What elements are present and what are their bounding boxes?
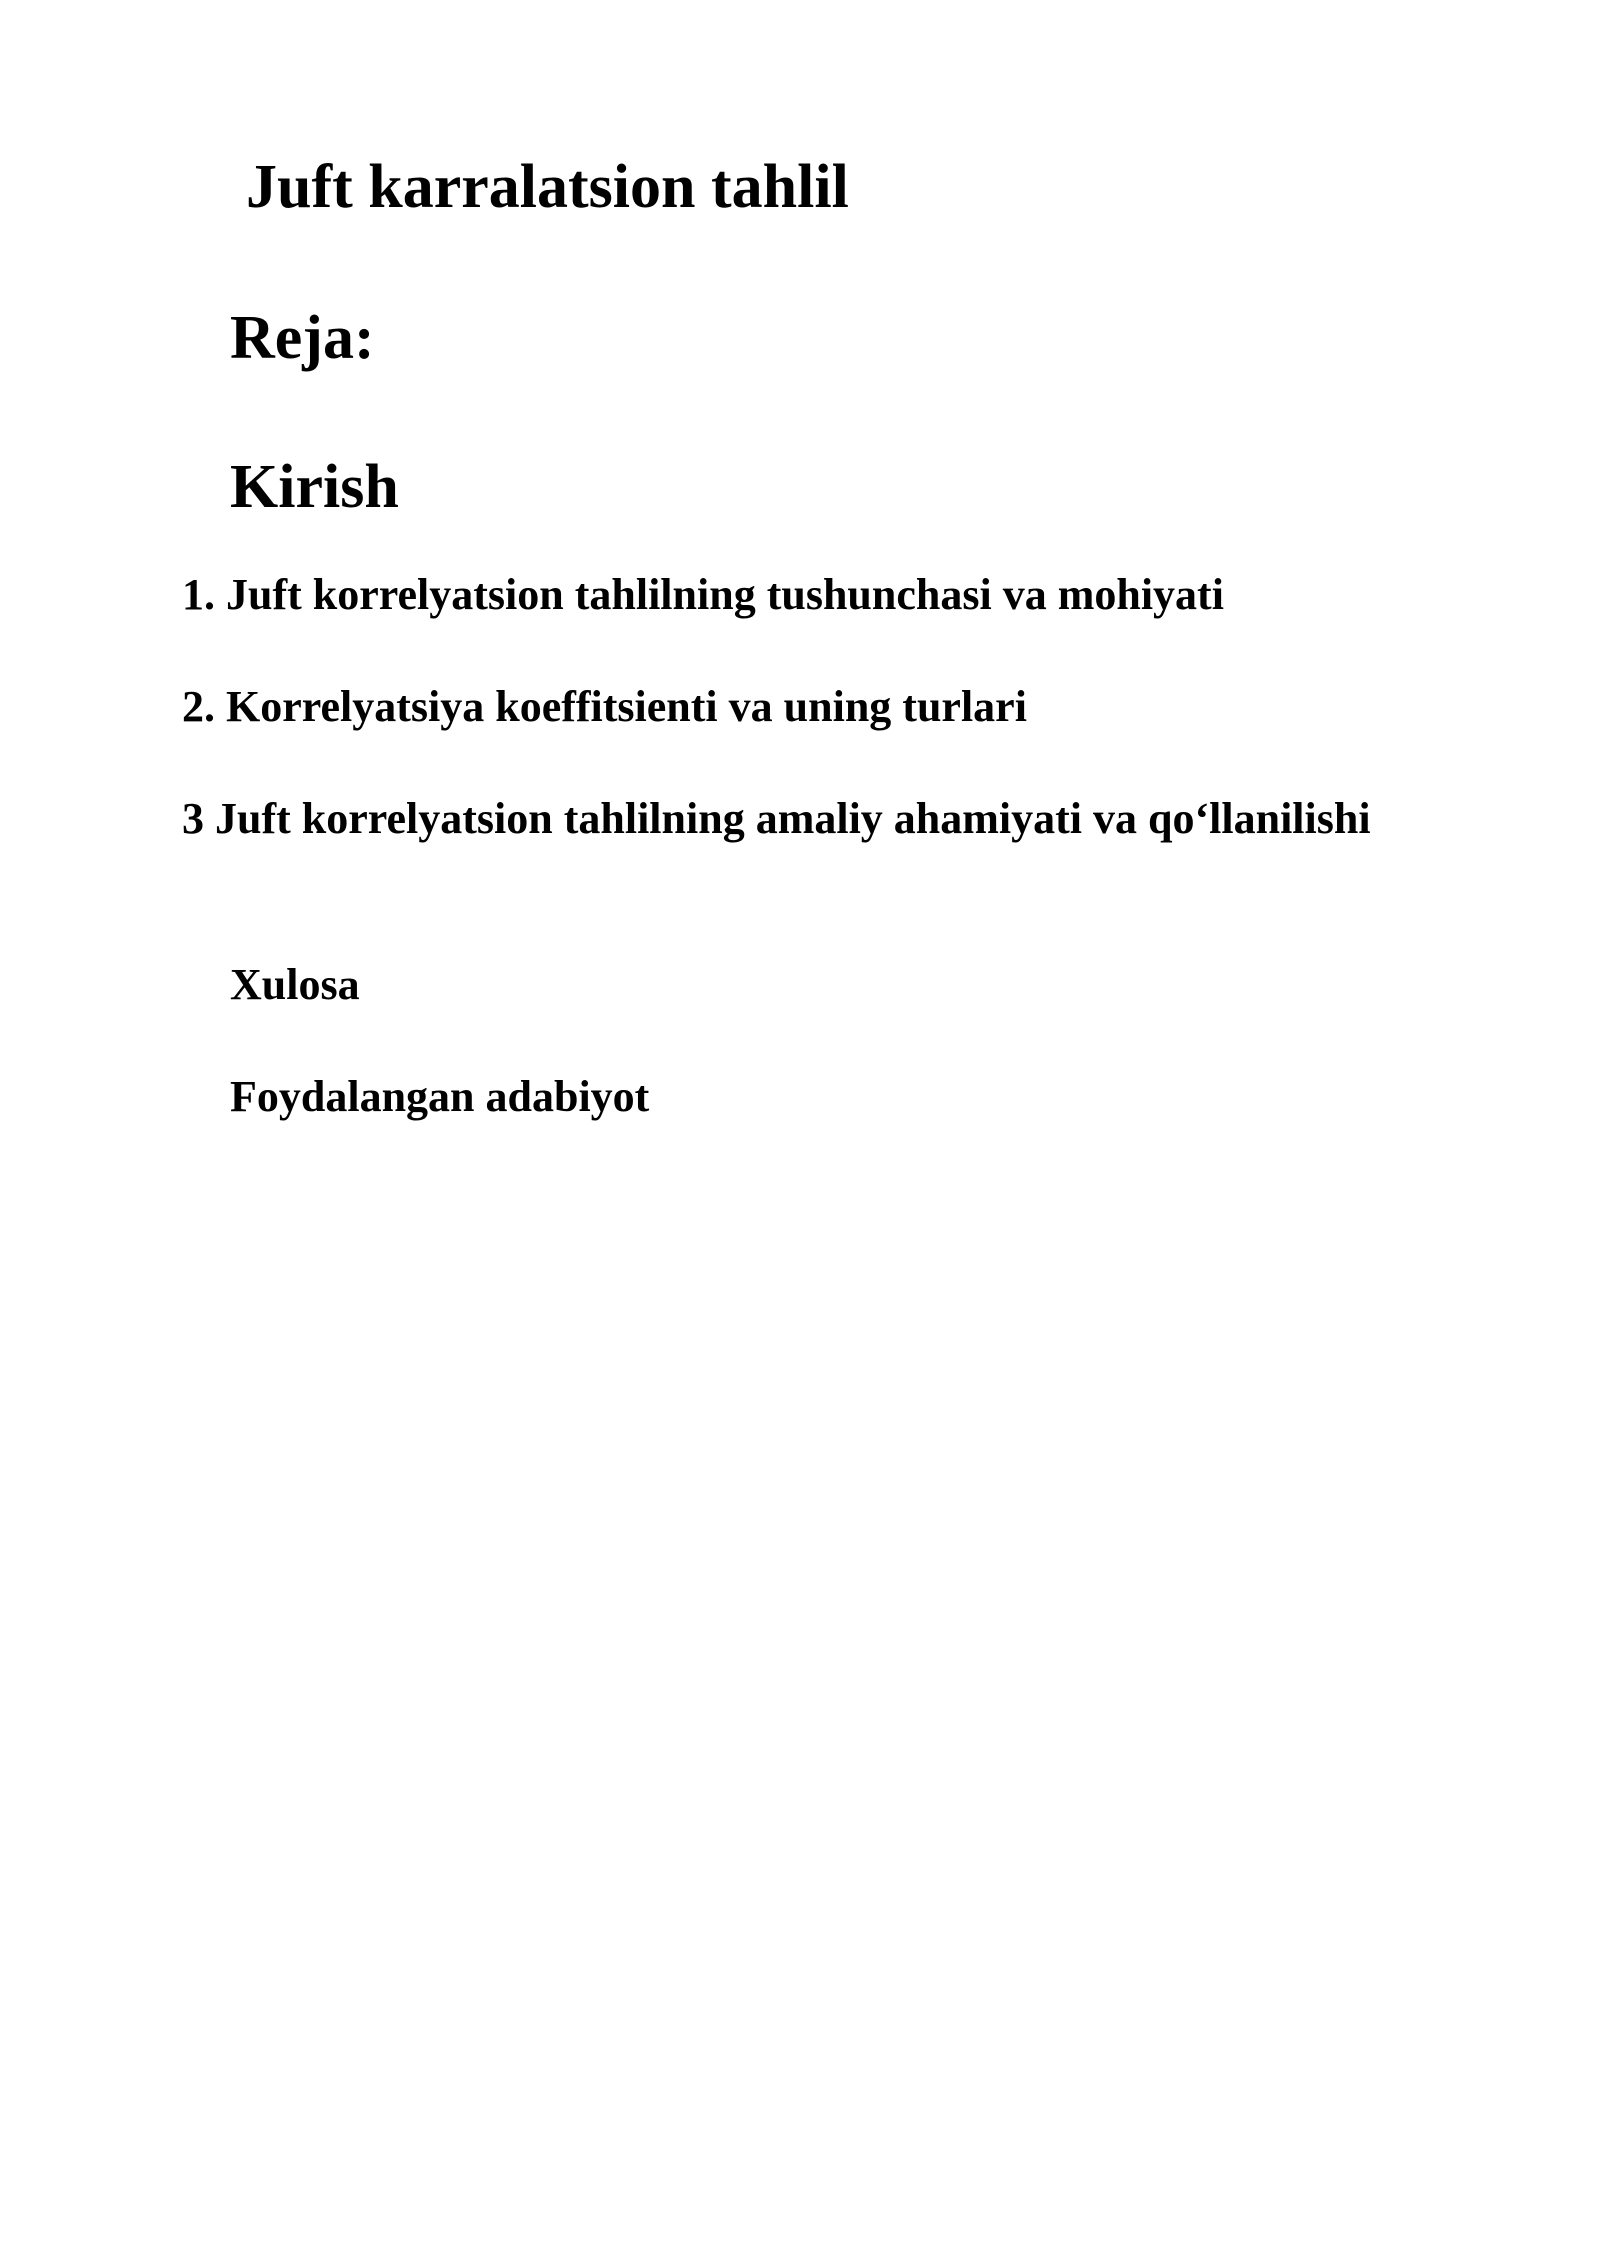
plan-item-1: 1. Juft korrelyatsion tahlilning tushunchasi va mohiyati	[182, 570, 1224, 619]
document-title: Juft karralatsion tahlil	[246, 153, 849, 221]
intro-heading: Kirish	[230, 453, 399, 521]
plan-item-3: 3 Juft korrelyatsion tahlilning amaliy ahamiyati va qo‘llanilishi	[182, 794, 1371, 843]
plan-item-2: 2. Korrelyatsiya koeffitsienti va uning turlari	[182, 682, 1027, 731]
plan-heading: Reja:	[230, 304, 375, 372]
references-heading: Foydalangan adabiyot	[230, 1072, 650, 1121]
conclusion-heading: Xulosa	[230, 960, 360, 1009]
